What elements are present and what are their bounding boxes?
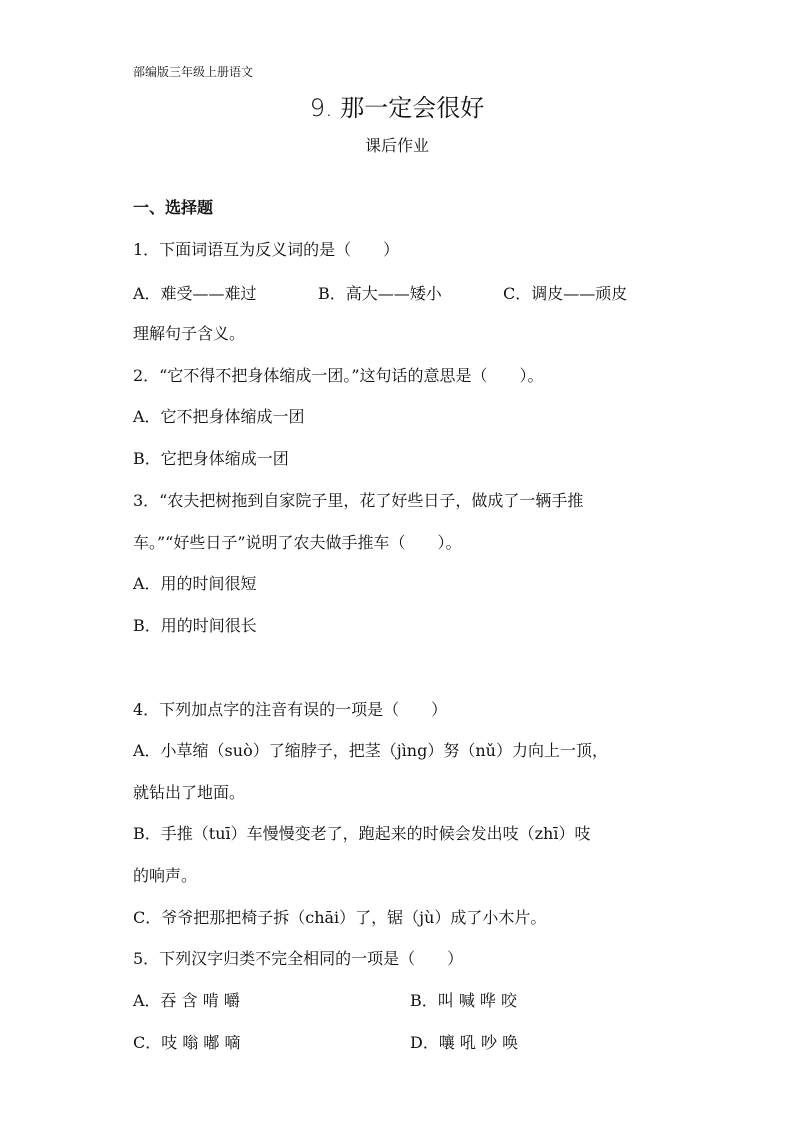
question-5-stem: 5．下列汉字归类不完全相同的一项是（ ） <box>133 949 464 968</box>
question-4-option-a-line-2: 就钻出了地面。 <box>133 783 246 802</box>
question-5-option-a: A．吞 含 啃 嚼 <box>133 991 240 1010</box>
page-subtitle: 课后作业 <box>364 136 429 155</box>
page-title: 9. 那一定会很好 <box>309 94 485 122</box>
question-3-stem-line-2: 车。”“好些日子”说明了农夫做手推车（ ）。 <box>133 533 462 552</box>
question-2-stem: 2．“它不得不把身体缩成一团。”这句话的意思是（ ）。 <box>133 366 544 385</box>
question-1-option-c: C．调皮——顽皮 <box>503 284 628 303</box>
page-header: 部编版三年级上册语文 <box>133 65 254 79</box>
question-1-option-a: A．难受——难过 <box>133 284 257 303</box>
question-2-option-b: B．它把身体缩成一团 <box>133 449 289 468</box>
question-5-option-d: D．嚷 吼 吵 唤 <box>410 1033 519 1052</box>
question-1-stem: 1．下面词语互为反义词的是（ ） <box>133 240 400 259</box>
question-4-stem: 4．下列加点字的注音有误的一项是（ ） <box>133 700 448 719</box>
question-4-option-b-line-2: 的响声。 <box>133 866 198 885</box>
question-4-option-b-line-1: B．手推（tuī）车慢慢变老了，跑起来的时候会发出吱（zhī）吱 <box>133 824 591 843</box>
question-1-option-b: B．高大——矮小 <box>318 284 442 303</box>
question-5-option-c: C．吱 嗡 嘟 嘀 <box>133 1033 241 1052</box>
instruction-text: 理解句子含义。 <box>133 324 246 343</box>
question-3-option-a: A．用的时间很短 <box>133 574 257 593</box>
question-2-option-a: A．它不把身体缩成一团 <box>133 407 305 426</box>
question-4-option-c: C．爷爷把那把椅子拆（chāi）了，锯（jù）成了小木片。 <box>133 908 547 927</box>
section-heading: 一、选择题 <box>133 198 214 217</box>
question-5-option-b: B．叫 喊 哗 咬 <box>410 991 518 1010</box>
question-4-option-a-line-1: A．小草缩（suò）了缩脖子，把茎（jìng）努（nǔ）力向上一顶， <box>133 741 608 760</box>
question-3-option-b: B．用的时间很长 <box>133 616 257 635</box>
question-3-stem-line-1: 3．“农夫把树拖到自家院子里，花了好些日子，做成了一辆手推 <box>133 491 584 510</box>
